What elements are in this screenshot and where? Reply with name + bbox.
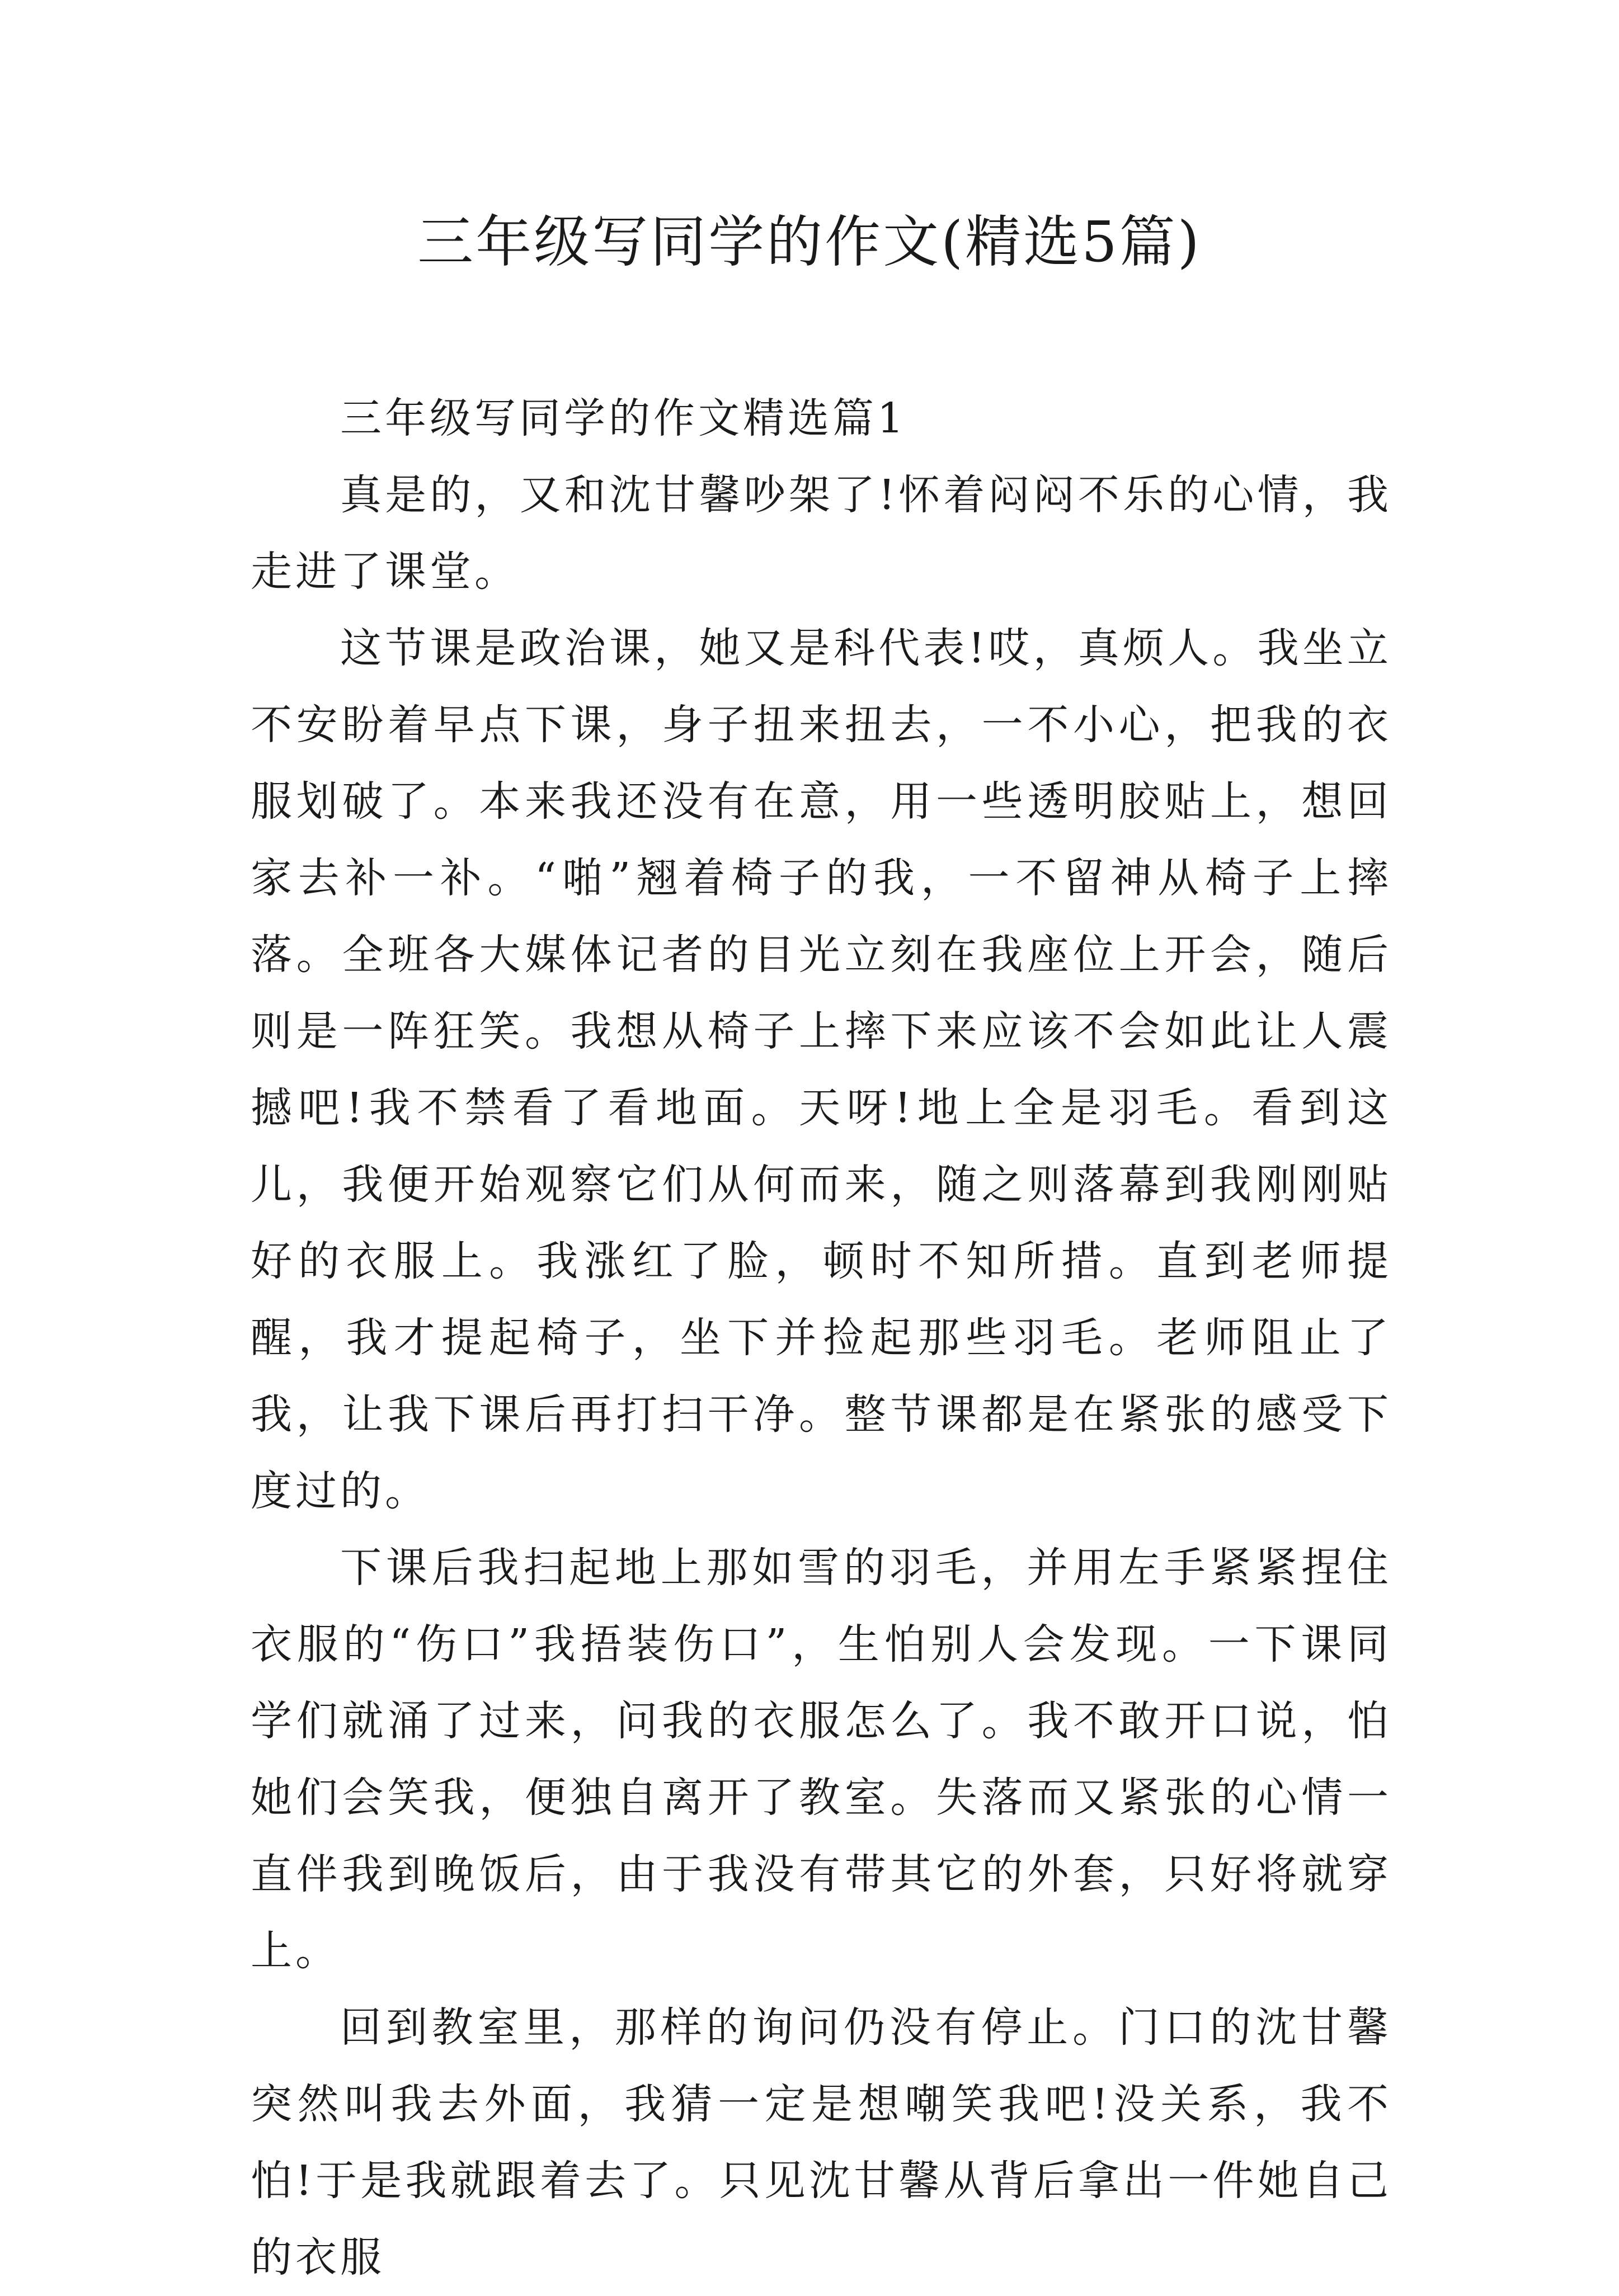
paragraph-2: 这节课是政治课，她又是科代表!哎，真烦人。我坐立不安盼着早点下课，身子扭来扭去，一不小心，把我的衣服划破了。本来我还没有在意，用一些透明胶贴上，想回家去补一补。“啪”翘着椅子的我，一不留神从椅子上摔落。全班各大媒体记者的目光立刻在我座位上开会，随后则是一阵狂笑。我想从椅子上摔下来应该不会如此让人震撼吧!我不禁看了看地面。天呀!地上全是羽毛。看到这儿，我便开始观察它们从何而来，随之则落幕到我刚刚贴好的衣服上。我涨红了脸，顿时不知所措。直到老师提醒，我才提起椅子，坐下并捡起那些羽毛。老师阻止了我，让我下课后再打扫干净。整节课都是在紧张的感受下度过的。 xyxy=(251,624,1392,1515)
section-heading: 三年级写同学的作文精选篇1 xyxy=(340,394,907,442)
paragraph-4: 回到教室里，那样的询问仍没有停止。门口的沈甘馨突然叫我去外面，我猜一定是想嘲笑我吧!没关系，我不怕!于是我就跟着去了。只见沈甘馨从背后拿出一件她自己的衣服 xyxy=(251,2003,1392,2281)
document-title: 三年级写同学的作文(精选5篇) xyxy=(417,209,1202,275)
paragraph-1: 真是的，又和沈甘馨吵架了!怀着闷闷不乐的心情，我走进了课堂。 xyxy=(251,471,1392,596)
document-body xyxy=(251,380,1392,2296)
paragraph-3: 下课后我扫起地上那如雪的羽毛，并用左手紧紧捏住衣服的“伤口”我捂装伤口”，生怕别人会发现。一下课同学们就涌了过来，问我的衣服怎么了。我不敢开口说，怕她们会笑我，便独自离开了教室。失落而又紧张的心情一直伴我到晚饭后，由于我没有带其它的外套，只好将就穿上。 xyxy=(251,1544,1392,1975)
